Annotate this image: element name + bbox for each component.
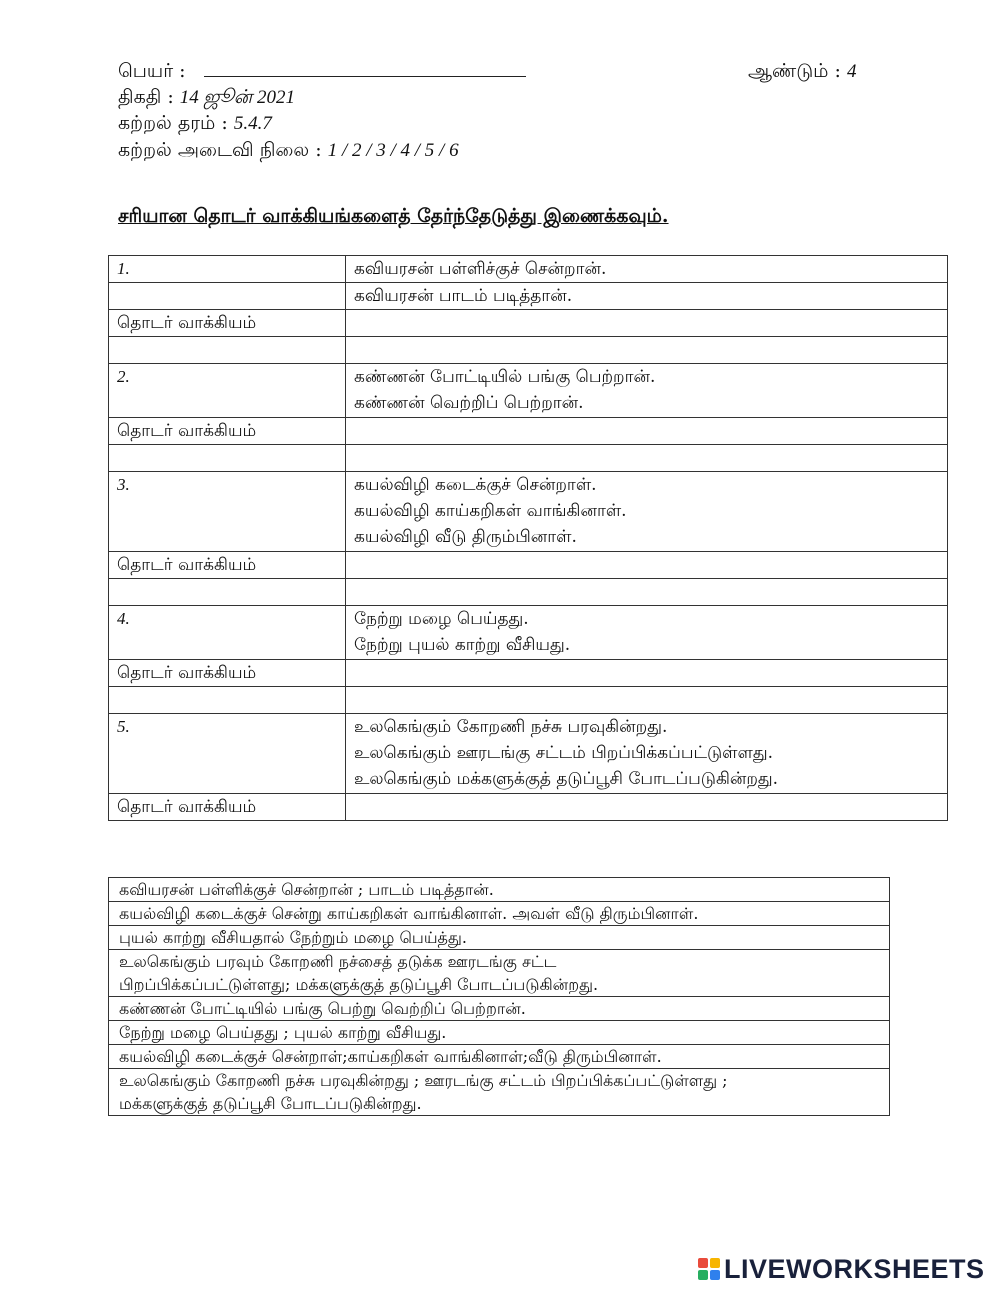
answer-drop-cell[interactable] (346, 794, 948, 821)
option-item[interactable]: கயல்விழி கடைக்குச் சென்று காய்கறிகள் வாங்கினாள். அவள் வீடு திரும்பினாள். (109, 902, 890, 926)
option-line: மக்களுக்குத் தடுப்பூசி போடப்படுகின்றது. (119, 1094, 422, 1113)
option-item[interactable]: புயல் காற்று வீசியதால் நேற்றும் மழை பெய்த்து. (109, 926, 890, 950)
standard-value: 5.4.7 (233, 113, 272, 134)
option-item[interactable]: கயல்விழி கடைக்குச் சென்றாள்;காய்கறிகள் வாங்கினாள்;வீடு திரும்பினாள். (109, 1045, 890, 1069)
option-line: உலகெங்கும் கோறணி நச்சு பரவுகின்றது ; ஊரடங்கு சட்டம் பிறப்பிக்கப்பட்டுள்ளது ; (119, 1071, 728, 1090)
question-number: 5. (109, 714, 346, 794)
question-sentence: கவியரசன் பள்ளிச்குச் சென்றான். (346, 256, 948, 283)
logo-square (710, 1258, 720, 1268)
name-input-line[interactable] (204, 58, 526, 77)
question-sentences (346, 472, 948, 552)
logo-square (710, 1270, 720, 1280)
option-item[interactable]: கவியரசன் பள்ளிக்குச் சென்றான் ; பாடம் படித்தான். (109, 878, 890, 902)
option-item[interactable] (109, 950, 890, 997)
answer-label: தொடர் வாக்கியம் (109, 310, 346, 337)
spacer-cell (109, 687, 346, 714)
spacer-cell (346, 445, 948, 472)
question-sentences (346, 714, 948, 794)
spacer-cell (346, 687, 948, 714)
question-sentence: உலகெங்கும் ஊரடங்கு சட்டம் பிறப்பிக்கப்பட்டுள்ளது. (354, 743, 774, 763)
question-number: 4. (109, 606, 346, 660)
options-table (108, 877, 890, 1116)
name-label: பெயர் : (118, 60, 186, 82)
level-value: 1 / 2 / 3 / 4 / 5 / 6 (327, 140, 459, 161)
answer-drop-cell[interactable] (346, 660, 948, 687)
standard-label: கற்றல் தரம் : (118, 112, 228, 134)
question-table (108, 255, 948, 821)
question-sentence: கவியரசன் பாடம் படித்தான். (346, 283, 948, 310)
option-line: பிறப்பிக்கப்பட்டுள்ளது; மக்களுக்குத் தடுப்பூசி போடப்படுகின்றது. (119, 975, 599, 994)
liveworksheets-logo (698, 1251, 985, 1287)
logo-mark-icon (698, 1258, 720, 1280)
question-number: 1. (109, 256, 346, 283)
question-sentences (346, 364, 948, 418)
spacer-cell (109, 337, 346, 364)
standard-row (118, 110, 272, 137)
logo-text: LIVEWORKSHEETS (724, 1253, 985, 1284)
question-sentence: கண்ணன் வெற்றிப் பெற்றான். (354, 393, 584, 413)
question-sentence: கண்ணன் போட்டியில் பங்கு பெற்றான். (354, 367, 656, 387)
question-number: 2. (109, 364, 346, 418)
question-sentence: நேற்று மழை பெய்தது. (354, 609, 529, 629)
spacer-cell (346, 337, 948, 364)
year-value: 4 (846, 61, 857, 82)
instruction-title: சரியான தொடர் வாக்கியங்களைத் தேர்ந்தேடுத்து இணைக்கவும். (118, 205, 669, 227)
question-sentence: கயல்விழி கடைக்குச் சென்றாள். (354, 475, 597, 495)
question-sentence: உலகெங்கும் மக்களுக்குத் தடுப்பூசி போடப்படுகின்றது. (354, 769, 779, 789)
question-sentence: கயல்விழி காய்கறிகள் வாங்கினாள். (354, 501, 627, 521)
option-item[interactable] (109, 1069, 890, 1116)
answer-label: தொடர் வாக்கியம் (109, 418, 346, 445)
logo-square (698, 1270, 708, 1280)
logo-square (698, 1258, 708, 1268)
question-number: 3. (109, 472, 346, 552)
question-sentences (346, 606, 948, 660)
answer-label: தொடர் வாக்கியம் (109, 552, 346, 579)
answer-drop-cell[interactable] (346, 418, 948, 445)
level-row (118, 137, 459, 164)
question-sentence: உலகெங்கும் கோறணி நச்சு பரவுகின்றது. (354, 717, 668, 737)
spacer-cell (109, 445, 346, 472)
answer-label: தொடர் வாக்கியம் (109, 660, 346, 687)
date-row (118, 84, 295, 111)
spacer-cell (346, 579, 948, 606)
answer-label: தொடர் வாக்கியம் (109, 794, 346, 821)
year-label: ஆண்டும் : (748, 60, 841, 82)
question-sentence: நேற்று புயல் காற்று வீசியது. (354, 635, 571, 655)
answer-drop-cell[interactable] (346, 552, 948, 579)
answer-drop-cell[interactable] (346, 310, 948, 337)
option-item[interactable]: கண்ணன் போட்டியில் பங்கு பெற்று வெற்றிப் பெற்றான். (109, 997, 890, 1021)
option-line: உலகெங்கும் பரவும் கோறணி நச்சைத் தடுக்க ஊரடங்கு சட்ட (119, 952, 557, 971)
name-row (118, 58, 526, 84)
empty-cell (109, 283, 346, 310)
spacer-cell (109, 579, 346, 606)
level-label: கற்றல் அடைவி நிலை : (118, 139, 322, 161)
year-row (748, 58, 856, 85)
date-label: திகதி : (118, 86, 174, 108)
date-value: 14 ஜூன் 2021 (179, 87, 295, 108)
option-item[interactable]: நேற்று மழை பெய்தது ; புயல் காற்று வீசியது. (109, 1021, 890, 1045)
question-sentence: கயல்விழி வீடு திரும்பினாள். (354, 527, 577, 547)
